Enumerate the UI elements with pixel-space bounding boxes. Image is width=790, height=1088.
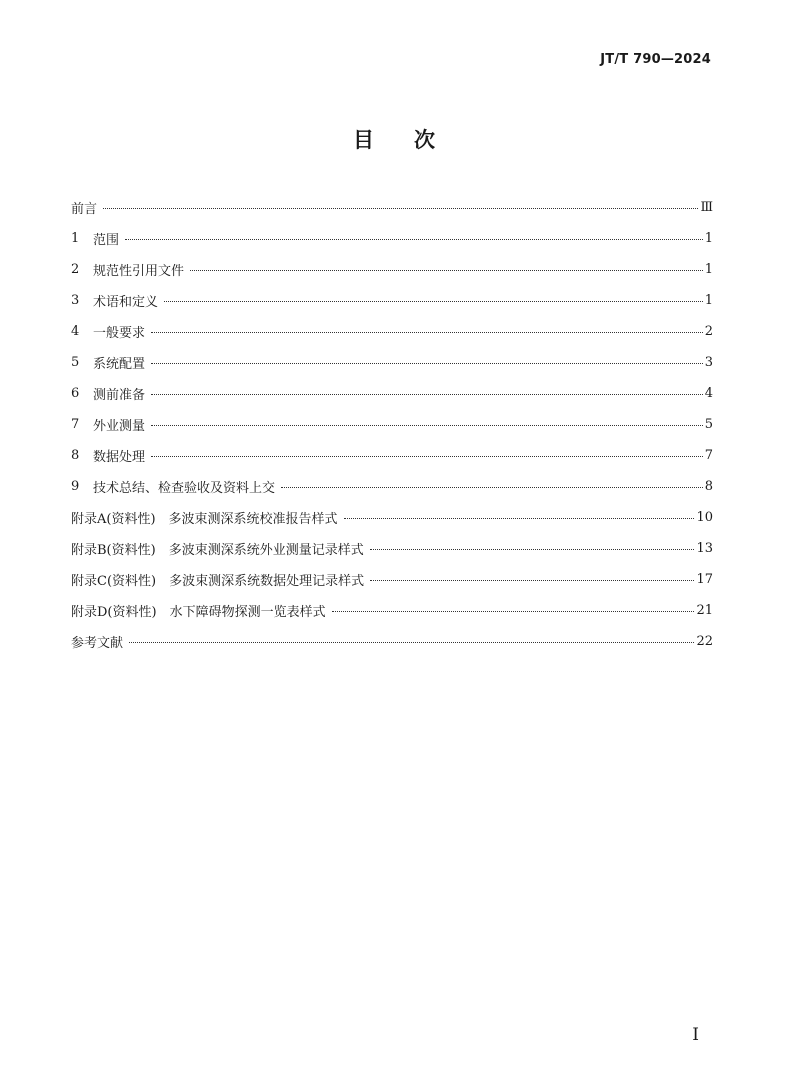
toc-title: 附录A(资料性) 多波束测深系统校准报告样式: [71, 512, 338, 527]
toc-leader: [151, 425, 703, 426]
toc-leader: [151, 456, 703, 457]
toc-number: 2: [71, 262, 80, 277]
toc-entry-5[interactable]: [71, 347, 713, 378]
toc-entry-foreword[interactable]: [71, 192, 713, 223]
toc-page: 10: [696, 510, 713, 525]
toc-number: 9: [71, 479, 80, 494]
toc-title: 测前准备: [93, 388, 146, 403]
title-char-2: 次: [414, 128, 437, 152]
toc-leader: [344, 518, 695, 519]
toc-entry-appendix-b[interactable]: [71, 533, 713, 564]
toc-title: 系统配置: [93, 357, 146, 372]
toc-leader: [129, 642, 694, 643]
toc-page: 3: [704, 355, 713, 370]
toc-entry-7[interactable]: [71, 409, 713, 440]
toc-title: 外业测量: [93, 419, 146, 434]
page-title: [0, 124, 790, 154]
toc-title: 术语和定义: [93, 295, 159, 310]
toc-page: 1: [704, 231, 713, 246]
toc-number: 1: [71, 231, 80, 246]
toc-entry-9[interactable]: [71, 471, 713, 502]
toc-leader: [103, 208, 698, 209]
toc-leader: [151, 332, 703, 333]
toc-number: 8: [71, 448, 80, 463]
toc-leader: [151, 394, 703, 395]
toc-page: 1: [704, 293, 713, 308]
toc-page: 5: [704, 417, 713, 432]
toc-entry-8[interactable]: [71, 440, 713, 471]
toc-entry-appendix-a[interactable]: [71, 502, 713, 533]
table-of-contents: [71, 192, 713, 657]
toc-page: Ⅲ: [700, 200, 713, 215]
toc-leader: [281, 487, 703, 488]
toc-title: 数据处理: [93, 450, 146, 465]
toc-page: 1: [704, 262, 713, 277]
toc-leader: [370, 549, 695, 550]
toc-leader: [190, 270, 703, 271]
standard-code: JT/T 790—2024: [600, 52, 711, 67]
toc-page: 4: [704, 386, 713, 401]
toc-title: 附录C(资料性) 多波束测深系统数据处理记录样式: [71, 574, 365, 589]
toc-title: 附录B(资料性) 多波束测深系统外业测量记录样式: [71, 543, 364, 558]
toc-page: 22: [696, 634, 713, 649]
toc-title: 一般要求: [93, 326, 146, 341]
toc-page: 17: [696, 572, 713, 587]
toc-title: 附录D(资料性) 水下障碍物探测一览表样式: [71, 605, 326, 620]
page-number: I: [692, 1025, 699, 1045]
toc-leader: [332, 611, 695, 612]
toc-title: 范围: [93, 233, 120, 248]
toc-leader: [164, 301, 703, 302]
toc-number: 5: [71, 355, 80, 370]
toc-page: 7: [704, 448, 713, 463]
toc-leader: [370, 580, 694, 581]
toc-entry-3[interactable]: [71, 285, 713, 316]
toc-title: 前言: [71, 202, 98, 217]
toc-entry-2[interactable]: [71, 254, 713, 285]
toc-page: 21: [696, 603, 713, 618]
toc-entry-references[interactable]: [71, 626, 713, 657]
toc-number: 6: [71, 386, 80, 401]
toc-entry-appendix-d[interactable]: [71, 595, 713, 626]
toc-entry-appendix-c[interactable]: [71, 564, 713, 595]
toc-entry-6[interactable]: [71, 378, 713, 409]
toc-number: 7: [71, 417, 80, 432]
toc-title: 规范性引用文件: [93, 264, 185, 279]
toc-leader: [151, 363, 703, 364]
toc-number: 4: [71, 324, 80, 339]
toc-title: 技术总结、检查验收及资料上交: [93, 481, 276, 496]
title-char-1: 目: [353, 128, 376, 152]
toc-page: 13: [696, 541, 713, 556]
toc-page: 2: [704, 324, 713, 339]
toc-number: 3: [71, 293, 80, 308]
toc-entry-1[interactable]: [71, 223, 713, 254]
toc-leader: [125, 239, 703, 240]
toc-page: 8: [704, 479, 713, 494]
toc-title: 参考文献: [71, 636, 124, 651]
toc-entry-4[interactable]: [71, 316, 713, 347]
